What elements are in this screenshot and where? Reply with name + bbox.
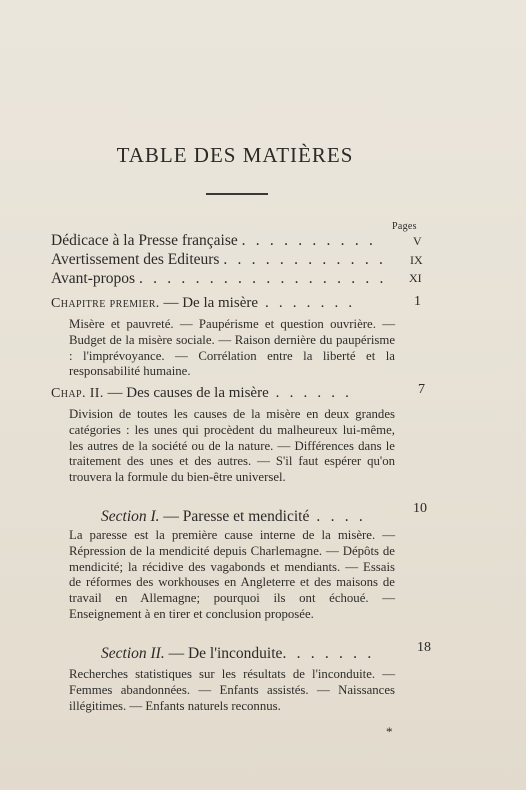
leader-dots: . . . . [309, 508, 366, 525]
toc-page-number: 1 [414, 294, 421, 309]
toc-entry-avertissement[interactable] [51, 251, 430, 269]
toc-entry-dedicace[interactable] [51, 232, 430, 250]
section-title: — De l'inconduite [164, 645, 283, 662]
toc-entry-label: Dédicace à la Presse française [51, 232, 238, 249]
leader-dots: . . . . . . . . . . [241, 232, 377, 249]
leader-dots: . . . . . . . . . . . . [223, 251, 387, 268]
chapter-prefix: Chapitre premier. [51, 296, 160, 311]
toc-page-number: 7 [418, 382, 425, 397]
section-prefix: Section II. [101, 645, 165, 662]
leader-dots: . . . . . . [268, 385, 353, 401]
signature-mark: * [386, 724, 393, 739]
toc-page-number: 18 [417, 640, 431, 655]
toc-page-number: IX [410, 253, 423, 267]
section-summary: La paresse est la première cause interne de la misère. — Répression de la mendicité depuis Charlemagne. — Dépôts de mendicité; la récidive des vagabonds et mendiants. — Essais de réformes des workhouses en Angleterre et des maisons de travail en Allemagne; pourquoi ils ont échoué. — Enseignement à en tirer et conclusion proposée. [69, 528, 395, 621]
toc-page-number: 10 [413, 501, 427, 516]
section-summary: Recherches statistiques sur les résultats de l'inconduite. — Femmes abandonnées. — Enfants assistés. — Naissances illégitimes. — Enfants naturels reconnus. [69, 667, 395, 713]
toc-page-number: V [413, 234, 422, 248]
leader-dots: . . . . . . . [282, 645, 375, 662]
toc-page-number: XI [409, 271, 422, 285]
toc-entry-chapter-1[interactable] [51, 295, 430, 312]
section-prefix: Section I. [101, 508, 160, 525]
toc-entry-label: Avant-propos [51, 270, 136, 287]
toc-entry-avant-propos[interactable] [51, 270, 430, 288]
section-title: — Paresse et mendicité [159, 508, 310, 525]
toc-entry-chapter-2[interactable] [51, 385, 430, 402]
toc-entry-label: Avertissement des Editeurs [51, 251, 220, 268]
chapter-summary: Division de toutes les causes de la misère en deux grandes catégories : les unes qui procèdent du malheureux lui-même, les autres de la société ou de la nature. — Différences dans le traitement des unes et des autres. — S'il faut espérer qu'on trouvera la formule du bien-être universel. [69, 407, 395, 485]
chapter-title: — Des causes de la misère [103, 385, 269, 401]
toc-entry-section-2[interactable] [101, 645, 401, 663]
page-title: TABLE DES MATIÈRES [116, 143, 354, 167]
leader-dots: . . . . . . . . . . . . . . . . . . [138, 270, 387, 287]
chapter-summary: Misère et pauvreté. — Paupérisme et question ouvrière. — Budget de la misère sociale. — Raison dernière du paupérisme : l'imprévoyance. — Corrélation entre la liberté et la responsabilité humaine. [69, 317, 395, 379]
pages-column-label: Pages [392, 221, 417, 232]
chapter-title: — De la misère [159, 295, 259, 311]
title-rule [206, 193, 268, 195]
leader-dots: . . . . . . . [258, 295, 356, 311]
chapter-prefix: Chap. II. [51, 386, 104, 401]
toc-entry-section-1[interactable] [101, 508, 401, 526]
